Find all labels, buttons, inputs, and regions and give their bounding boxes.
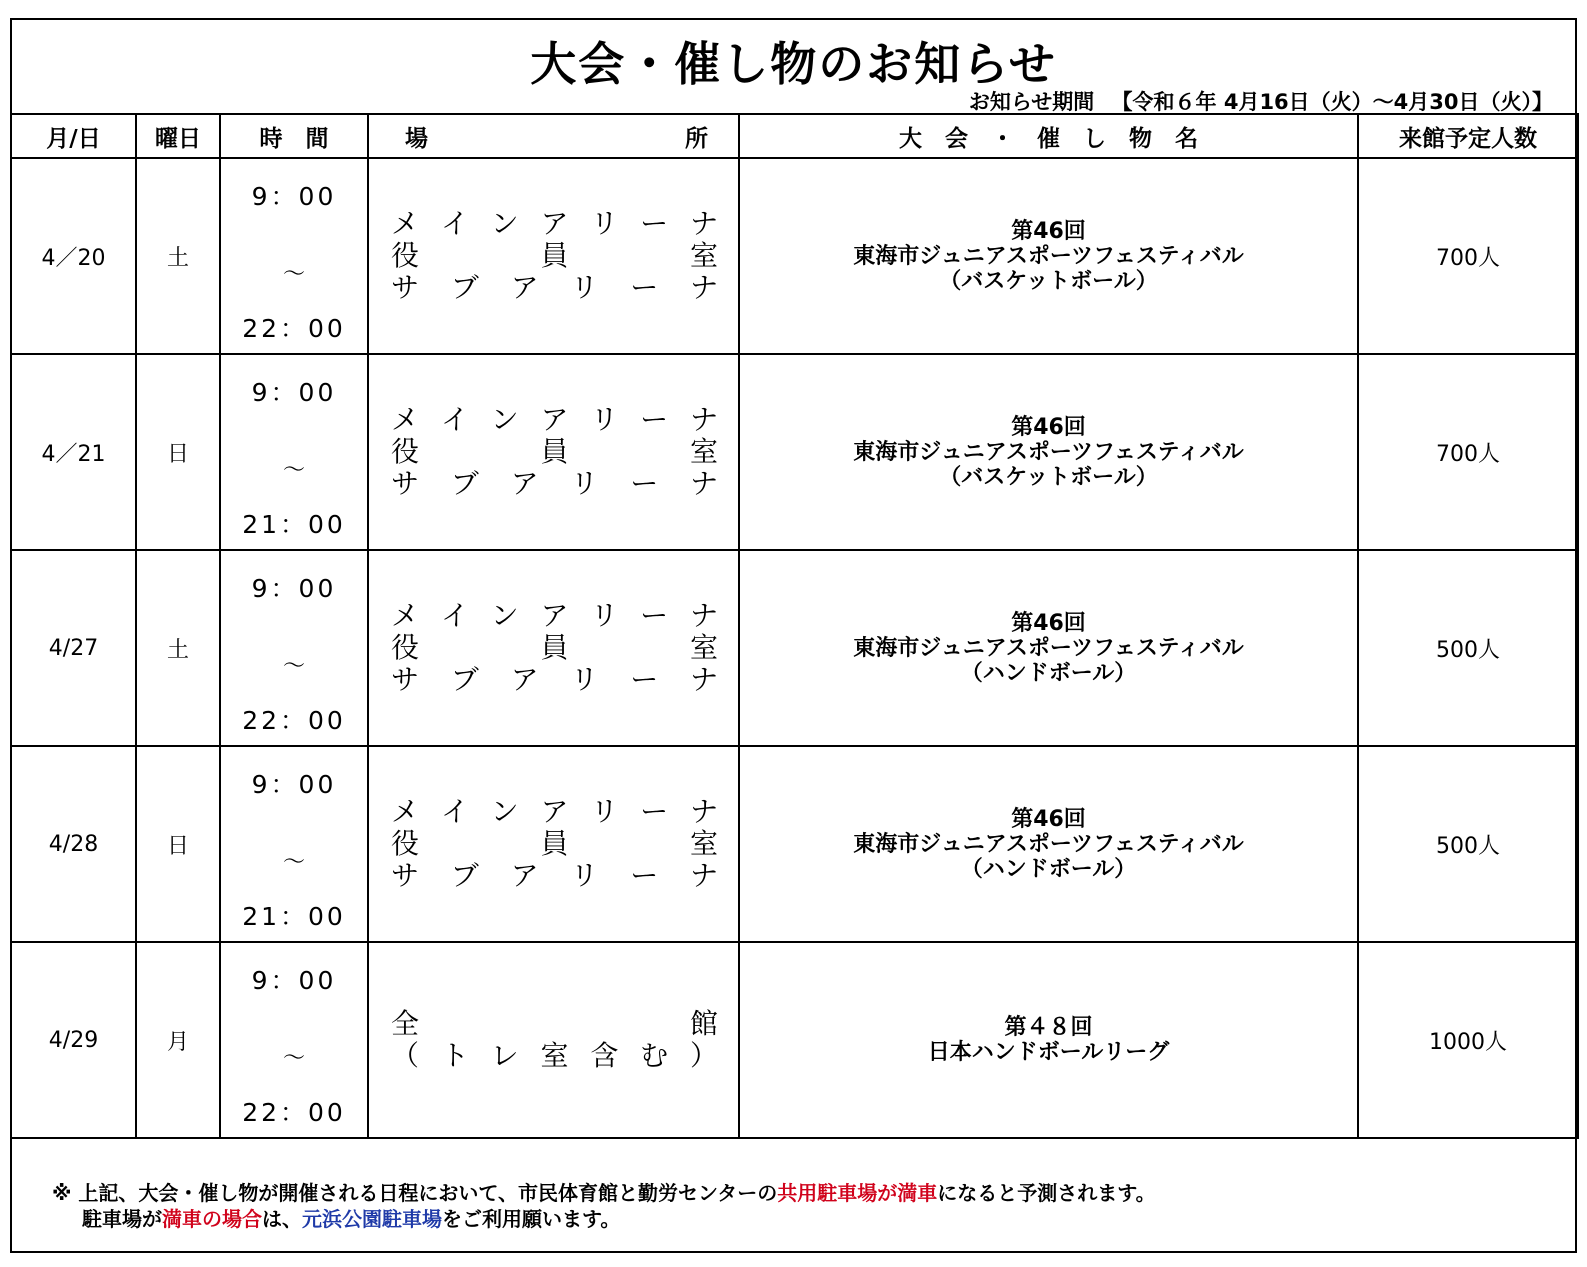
cell-day: 土: [136, 550, 220, 746]
notice-period: [959, 86, 1553, 116]
place-char: 全: [391, 1007, 420, 1040]
footnote-text: をご利用願います。: [442, 1207, 621, 1231]
place-char: サ: [391, 467, 420, 500]
cell-time: [220, 158, 368, 354]
cell-count: 500人: [1358, 550, 1578, 746]
place-char: イ: [440, 795, 469, 828]
place-char: イ: [440, 599, 469, 632]
cell-time: [220, 550, 368, 746]
place-char: ー: [640, 599, 669, 632]
time-start: 9：00: [251, 182, 337, 211]
event-line: （ハンドボール）: [960, 856, 1137, 882]
place-char: ー: [630, 859, 659, 892]
cell-day: 日: [136, 354, 220, 550]
place-char: ア: [540, 207, 569, 240]
place-char: リ: [570, 467, 599, 500]
place-line: [391, 208, 718, 240]
time-separator: ～: [282, 262, 305, 287]
footnote-text: ※ 上記、大会・催し物が開催される日程において、市民体育館と勤労センターの: [52, 1181, 778, 1205]
place-char: 室: [689, 435, 718, 468]
header-place-right: 所: [685, 125, 708, 152]
table-row: [11, 746, 1578, 942]
place-char: 員: [540, 631, 569, 664]
place-char: ン: [490, 403, 519, 436]
place-char: イ: [440, 207, 469, 240]
place-char: ブ: [450, 663, 479, 696]
header-place: [368, 114, 739, 158]
place-line: [391, 404, 718, 436]
place-char: ン: [490, 795, 519, 828]
event-line: 第46回: [1011, 806, 1086, 832]
place-char: イ: [440, 403, 469, 436]
cell-place: [368, 550, 739, 746]
cell-date: 4/28: [11, 746, 136, 942]
place-char: 員: [540, 827, 569, 860]
cell-day: 月: [136, 942, 220, 1138]
place-char: 館: [689, 1007, 718, 1040]
cell-time: [220, 354, 368, 550]
place-char: 役: [391, 631, 420, 664]
period-label: お知らせ期間: [968, 90, 1095, 114]
time-separator: ～: [282, 1046, 305, 1071]
cell-date: 4／20: [11, 158, 136, 354]
event-line: （バスケットボール）: [939, 268, 1158, 294]
table-row: [11, 550, 1578, 746]
place-char: ア: [510, 271, 539, 304]
cell-event: [739, 942, 1358, 1138]
time-end: 22：00: [242, 706, 346, 735]
place-line: [391, 1040, 718, 1072]
place-line: [391, 664, 718, 696]
page-title: 大会・催し物のお知らせ: [530, 37, 1057, 91]
event-line: 第46回: [1011, 218, 1086, 244]
place-char: 室: [540, 1039, 569, 1072]
time-start: 9：00: [251, 770, 337, 799]
footnote-line-2: [52, 1206, 1156, 1232]
place-char: 室: [689, 239, 718, 272]
place-line: [391, 600, 718, 632]
place-char: 室: [689, 631, 718, 664]
place-char: ー: [630, 271, 659, 304]
table-row: [11, 158, 1578, 354]
cell-place: [368, 354, 739, 550]
table-header-row: [11, 114, 1578, 158]
place-char: ブ: [450, 271, 479, 304]
cell-day: 日: [136, 746, 220, 942]
event-line: 東海市ジュニアスポーツフェスティバル: [853, 439, 1244, 465]
place-char: リ: [590, 599, 619, 632]
place-char: 役: [391, 239, 420, 272]
place-line: [391, 272, 718, 304]
place-line: [391, 436, 718, 468]
place-char: リ: [590, 795, 619, 828]
place-line: [391, 828, 718, 860]
footnote-highlight-red: 満車の場合: [162, 1207, 262, 1231]
cell-date: 4/27: [11, 550, 136, 746]
place-char: リ: [570, 271, 599, 304]
place-char: メ: [391, 403, 420, 436]
footnote-text: 駐車場が: [82, 1207, 162, 1231]
period-range: 【令和６年 4月16日（火）～4月30日（火）】: [1111, 90, 1553, 114]
place-char: 室: [689, 827, 718, 860]
place-char: ア: [540, 795, 569, 828]
place-char: メ: [391, 207, 420, 240]
table-row: [11, 354, 1578, 550]
place-char: リ: [570, 663, 599, 696]
place-line: [391, 468, 718, 500]
table-row: [11, 942, 1578, 1138]
place-char: サ: [391, 271, 420, 304]
footnote-highlight-blue: 元浜公園駐車場: [302, 1207, 442, 1231]
cell-count: 500人: [1358, 746, 1578, 942]
place-char: ナ: [689, 467, 718, 500]
time-end: 21：00: [242, 510, 346, 539]
time-end: 22：00: [242, 1098, 346, 1127]
place-line: [391, 240, 718, 272]
time-start: 9：00: [251, 378, 337, 407]
place-char: リ: [570, 859, 599, 892]
place-char: ー: [640, 403, 669, 436]
time-end: 21：00: [242, 902, 346, 931]
place-char: ト: [440, 1039, 469, 1072]
cell-time: [220, 942, 368, 1138]
place-line: [391, 860, 718, 892]
header-place-left: 場: [405, 125, 428, 152]
footnote: [52, 1180, 1156, 1232]
place-char: ブ: [450, 467, 479, 500]
event-line: 東海市ジュニアスポーツフェスティバル: [853, 831, 1244, 857]
event-line: （バスケットボール）: [939, 464, 1158, 490]
footnote-text: は、: [262, 1207, 302, 1231]
place-char: ー: [640, 207, 669, 240]
place-char: ナ: [689, 599, 718, 632]
header-day: 曜日: [136, 114, 220, 158]
cell-place: [368, 158, 739, 354]
cell-event: [739, 746, 1358, 942]
place-char: サ: [391, 663, 420, 696]
place-char: ）: [689, 1039, 718, 1072]
place-char: ナ: [689, 663, 718, 696]
cell-event: [739, 550, 1358, 746]
cell-date: 4/29: [11, 942, 136, 1138]
event-line: 第46回: [1011, 610, 1086, 636]
time-start: 9：00: [251, 966, 337, 995]
time-separator: ～: [282, 458, 305, 483]
place-char: ブ: [450, 859, 479, 892]
cell-count: 700人: [1358, 158, 1578, 354]
event-line: 第４８回: [1004, 1015, 1093, 1040]
place-char: 員: [540, 239, 569, 272]
place-char: ン: [490, 599, 519, 632]
place-char: ー: [630, 467, 659, 500]
place-char: ー: [630, 663, 659, 696]
cell-count: 1000人: [1358, 942, 1578, 1138]
place-char: レ: [490, 1039, 519, 1072]
cell-time: [220, 746, 368, 942]
cell-place: [368, 746, 739, 942]
place-char: リ: [590, 403, 619, 436]
cell-count: 700人: [1358, 354, 1578, 550]
place-char: メ: [391, 795, 420, 828]
place-char: ア: [540, 599, 569, 632]
place-char: サ: [391, 859, 420, 892]
footnote-line-1: [52, 1180, 1156, 1206]
time-end: 22：00: [242, 314, 346, 343]
place-char: ア: [510, 663, 539, 696]
notice-sheet: [10, 18, 1577, 1253]
event-line: （ハンドボール）: [960, 660, 1137, 686]
cell-day: 土: [136, 158, 220, 354]
place-char: （: [391, 1039, 420, 1072]
place-line: [391, 632, 718, 664]
header-count: 来館予定人数: [1358, 114, 1578, 158]
place-char: リ: [590, 207, 619, 240]
header-time: 時 間: [220, 114, 368, 158]
place-char: ン: [490, 207, 519, 240]
event-line: 東海市ジュニアスポーツフェスティバル: [853, 243, 1244, 269]
cell-date: 4／21: [11, 354, 136, 550]
place-char: ー: [640, 795, 669, 828]
place-char: ナ: [689, 207, 718, 240]
header-event: 大 会 ・ 催 し 物 名: [739, 114, 1358, 158]
place-line: [391, 796, 718, 828]
time-separator: ～: [282, 850, 305, 875]
place-char: ア: [510, 859, 539, 892]
time-start: 9：00: [251, 574, 337, 603]
footnote-highlight-red: 共用駐車場が満車: [777, 1181, 938, 1205]
place-char: ナ: [689, 403, 718, 436]
place-char: メ: [391, 599, 420, 632]
place-char: ナ: [689, 271, 718, 304]
event-line: 東海市ジュニアスポーツフェスティバル: [853, 635, 1244, 661]
place-char: 含: [590, 1039, 619, 1072]
place-char: 員: [540, 435, 569, 468]
place-char: 役: [391, 435, 420, 468]
cell-place: [368, 942, 739, 1138]
schedule-table: [10, 113, 1579, 1139]
time-separator: ～: [282, 654, 305, 679]
event-line: 第46回: [1011, 414, 1086, 440]
header-date: 月/日: [11, 114, 136, 158]
place-line: [391, 1008, 718, 1040]
cell-event: [739, 354, 1358, 550]
event-line: 日本ハンドボールリーグ: [927, 1040, 1170, 1065]
footnote-text: になると予測されます。: [937, 1181, 1156, 1205]
place-char: ナ: [689, 795, 718, 828]
place-char: ア: [540, 403, 569, 436]
place-char: む: [640, 1039, 669, 1072]
cell-event: [739, 158, 1358, 354]
place-char: 役: [391, 827, 420, 860]
place-char: ア: [510, 467, 539, 500]
place-char: ナ: [689, 859, 718, 892]
